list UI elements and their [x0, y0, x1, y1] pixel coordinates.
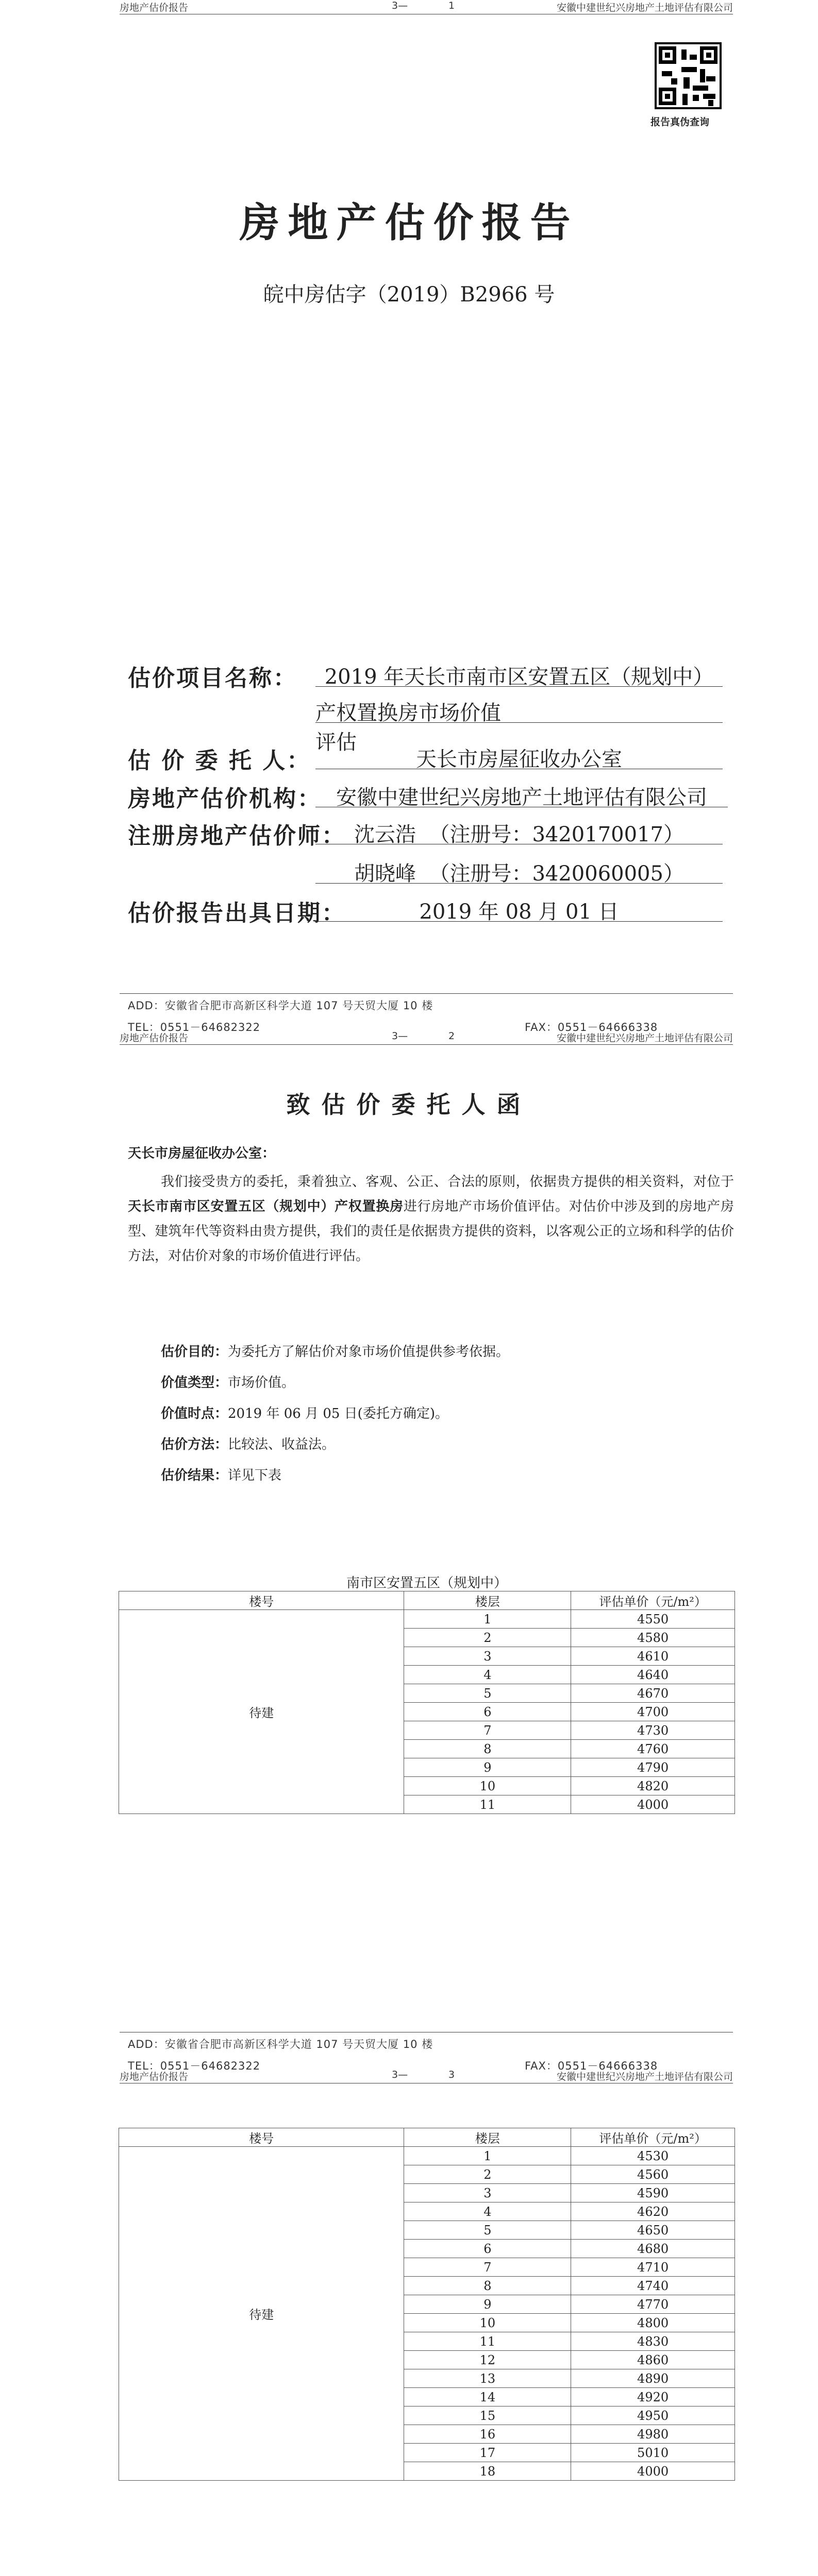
price-cell: 4550: [571, 1610, 735, 1629]
underline: [315, 921, 723, 922]
price-cell: 4590: [571, 2184, 735, 2202]
header-left: 房地产估价报告: [120, 2071, 189, 2082]
underline: [315, 686, 723, 687]
price-cell: 4860: [571, 2351, 735, 2369]
price-cell: 4770: [571, 2295, 735, 2314]
valuer-1: 沈云浩 （注册号：3420170017）: [354, 823, 684, 846]
valuer-2: 胡晓峰 （注册号：3420060005）: [354, 862, 684, 886]
floor-cell: 16: [404, 2425, 571, 2444]
floor-cell: 3: [404, 1647, 571, 1666]
table-caption: 南市区安置五区（规划中）: [346, 1575, 507, 1591]
price-cell: 4000: [571, 2462, 735, 2481]
table-header-row: [119, 1591, 735, 1610]
item-label: 估价结果：: [161, 1468, 228, 1483]
paragraph-text: 我们接受贵方的委托，秉着独立、客观、公正、合法的原则，依据贵方提供的相关资料，对位于: [161, 1174, 734, 1190]
header-left: 房地产估价报告: [120, 2, 189, 13]
floor-cell: 14: [404, 2388, 571, 2406]
letter-item: [161, 1401, 728, 1426]
footer-tel: TEL：0551－64682322: [128, 1021, 261, 1033]
date-value: 2019 年 08 月 01 日: [419, 900, 619, 924]
footer-address: ADD：安徽省合肥市高新区科学大道 107 号天贸大厦 10 楼: [128, 999, 433, 1012]
floor-cell: 10: [404, 2314, 571, 2332]
header-page-number: 2: [448, 1030, 455, 1042]
header-right: 安徽中建世纪兴房地产土地评估有限公司: [556, 2071, 733, 2082]
item-label: 价值时点：: [161, 1406, 228, 1421]
letter-item: [161, 1432, 728, 1457]
item-value: 比较法、收益法。: [228, 1437, 336, 1452]
letter-item: [161, 1340, 728, 1364]
table-header-row: [119, 2128, 735, 2147]
paragraph-text-rest: 进行房地产市场价值评估。对估价中涉及到的房地产房型、建筑年代等资料由贵方提供，我们的责任是依据贵方提供的资料，以客观公正的立场和科学的估价方法，对估价对象的市场价值进行评估。: [128, 1199, 734, 1264]
floor-cell: 12: [404, 2351, 571, 2369]
footer-rule: [120, 993, 733, 994]
item-label: 估价目的：: [161, 1344, 228, 1360]
price-cell: 4670: [571, 1684, 735, 1703]
client-label: 估 价 委 托 人：: [128, 748, 311, 774]
col-header-building: 楼号: [119, 1591, 404, 1610]
qr-code-icon: [655, 42, 722, 109]
price-cell: 4790: [571, 1758, 735, 1777]
valuation-table-2: [119, 2128, 735, 2481]
header-page-prefix: 3—: [392, 2069, 408, 2080]
price-cell: 5010: [571, 2444, 735, 2462]
project-value-line2: 产权置换房市场价值评估: [315, 701, 501, 754]
floor-cell: 6: [404, 1703, 571, 1721]
header-page-prefix: 3—: [392, 1030, 408, 1042]
price-cell: 4000: [571, 1795, 735, 1814]
price-cell: 4920: [571, 2388, 735, 2406]
floor-cell: 2: [404, 1629, 571, 1647]
paragraph-bold-text: 天长市南市区安置五区（规划中）产权置换房: [128, 1199, 404, 1214]
agency-value: 安徽中建世纪兴房地产土地评估有限公司: [336, 786, 707, 809]
floor-cell: 3: [404, 2184, 571, 2202]
letter-item: [161, 1463, 728, 1488]
price-cell: 4680: [571, 2240, 735, 2258]
valuation-table-1: [119, 1591, 735, 1814]
item-value: 市场价值。: [228, 1375, 295, 1391]
price-cell: 4650: [571, 2221, 735, 2240]
footer-address: ADD：安徽省合肥市高新区科学大道 107 号天贸大厦 10 楼: [128, 2038, 433, 2050]
floor-cell: 17: [404, 2444, 571, 2462]
floor-cell: 4: [404, 2202, 571, 2221]
floor-cell: 7: [404, 1721, 571, 1740]
floor-cell: 2: [404, 2165, 571, 2184]
header-left: 房地产估价报告: [120, 1032, 189, 1044]
letter-paragraph: [128, 1170, 734, 1268]
client-value: 天长市房屋征收办公室: [416, 748, 622, 771]
floor-cell: 13: [404, 2369, 571, 2388]
page-header: [120, 2069, 733, 2082]
page-header: [120, 0, 733, 13]
floor-cell: 15: [404, 2406, 571, 2425]
floor-cell: 9: [404, 1758, 571, 1777]
price-cell: 4610: [571, 1647, 735, 1666]
price-cell: 4740: [571, 2277, 735, 2295]
floor-cell: 4: [404, 1666, 571, 1684]
footer-tel: TEL：0551－64682322: [128, 2060, 261, 2072]
floor-cell: 18: [404, 2462, 571, 2481]
price-cell: 4980: [571, 2425, 735, 2444]
table-body: [119, 2128, 735, 2481]
footer-fax: FAX：0551－64666338: [525, 1021, 658, 1033]
price-cell: 4890: [571, 2369, 735, 2388]
price-cell: 4560: [571, 2165, 735, 2184]
floor-cell: 1: [404, 2147, 571, 2165]
col-header-price: 评估单价（元/m²）: [571, 1591, 735, 1610]
underline: [315, 883, 723, 884]
table-body: [119, 1591, 735, 1814]
item-label: 价值类型：: [161, 1375, 228, 1391]
floor-cell: 5: [404, 1684, 571, 1703]
col-header-price: 评估单价（元/m²）: [571, 2128, 735, 2147]
table-row: [119, 1610, 735, 1629]
page-header: [120, 1030, 733, 1044]
price-cell: 4730: [571, 1721, 735, 1740]
header-right: 安徽中建世纪兴房地产土地评估有限公司: [556, 2, 733, 13]
header-page-prefix: 3—: [392, 0, 408, 11]
header-rule: [120, 1044, 733, 1045]
valuer-label: 注册房地产估价师：: [128, 823, 346, 849]
project-value-line1: 2019 年天长市南市区安置五区（规划中）: [324, 665, 714, 689]
letter-salutation: 天长市房屋征收办公室：: [128, 1146, 276, 1161]
floor-cell: 10: [404, 1777, 571, 1795]
floor-cell: 5: [404, 2221, 571, 2240]
header-right: 安徽中建世纪兴房地产土地评估有限公司: [556, 1032, 733, 1044]
col-header-floor: 楼层: [404, 2128, 571, 2147]
price-cell: 4700: [571, 1703, 735, 1721]
price-cell: 4830: [571, 2332, 735, 2351]
floor-cell: 6: [404, 2240, 571, 2258]
letter-heading: 致估价委托人函: [286, 1091, 532, 1118]
header-page-number: 3: [448, 2069, 455, 2080]
floor-cell: 1: [404, 1610, 571, 1629]
agency-label: 房地产估价机构：: [128, 786, 322, 812]
date-label: 估价报告出具日期：: [128, 900, 346, 926]
footer-fax: FAX：0551－64666338: [525, 2060, 658, 2072]
item-value: 详见下表: [228, 1468, 282, 1483]
col-header-building: 楼号: [119, 2128, 404, 2147]
project-label: 估价项目名称：: [128, 665, 297, 691]
item-value: 为委托方了解估价对象市场价值提供参考依据。: [228, 1344, 510, 1360]
report-number: 皖中房估字（2019）B2966 号: [263, 283, 555, 307]
floor-cell: 9: [404, 2295, 571, 2314]
building-cell: 待建: [119, 1610, 404, 1814]
price-cell: 4710: [571, 2258, 735, 2277]
floor-cell: 8: [404, 1740, 571, 1758]
letter-item: [161, 1370, 728, 1395]
header-page-number: 1: [448, 0, 455, 11]
floor-cell: 8: [404, 2277, 571, 2295]
qr-caption: 报告真伪查询: [650, 116, 710, 128]
price-cell: 4620: [571, 2202, 735, 2221]
price-cell: 4530: [571, 2147, 735, 2165]
floor-cell: 11: [404, 1795, 571, 1814]
floor-cell: 11: [404, 2332, 571, 2351]
table-row: [119, 2147, 735, 2165]
floor-cell: 7: [404, 2258, 571, 2277]
underline: [315, 722, 723, 723]
letter-items: [161, 1340, 728, 1494]
price-cell: 4580: [571, 1629, 735, 1647]
col-header-floor: 楼层: [404, 1591, 571, 1610]
price-cell: 4640: [571, 1666, 735, 1684]
price-cell: 4950: [571, 2406, 735, 2425]
price-cell: 4800: [571, 2314, 735, 2332]
item-value: 2019 年 06 月 05 日(委托方确定)。: [228, 1406, 448, 1421]
building-cell: 待建: [119, 2147, 404, 2481]
price-cell: 4760: [571, 1740, 735, 1758]
item-label: 估价方法：: [161, 1437, 228, 1452]
price-cell: 4820: [571, 1777, 735, 1795]
report-title: 房地产估价报告: [239, 199, 579, 246]
